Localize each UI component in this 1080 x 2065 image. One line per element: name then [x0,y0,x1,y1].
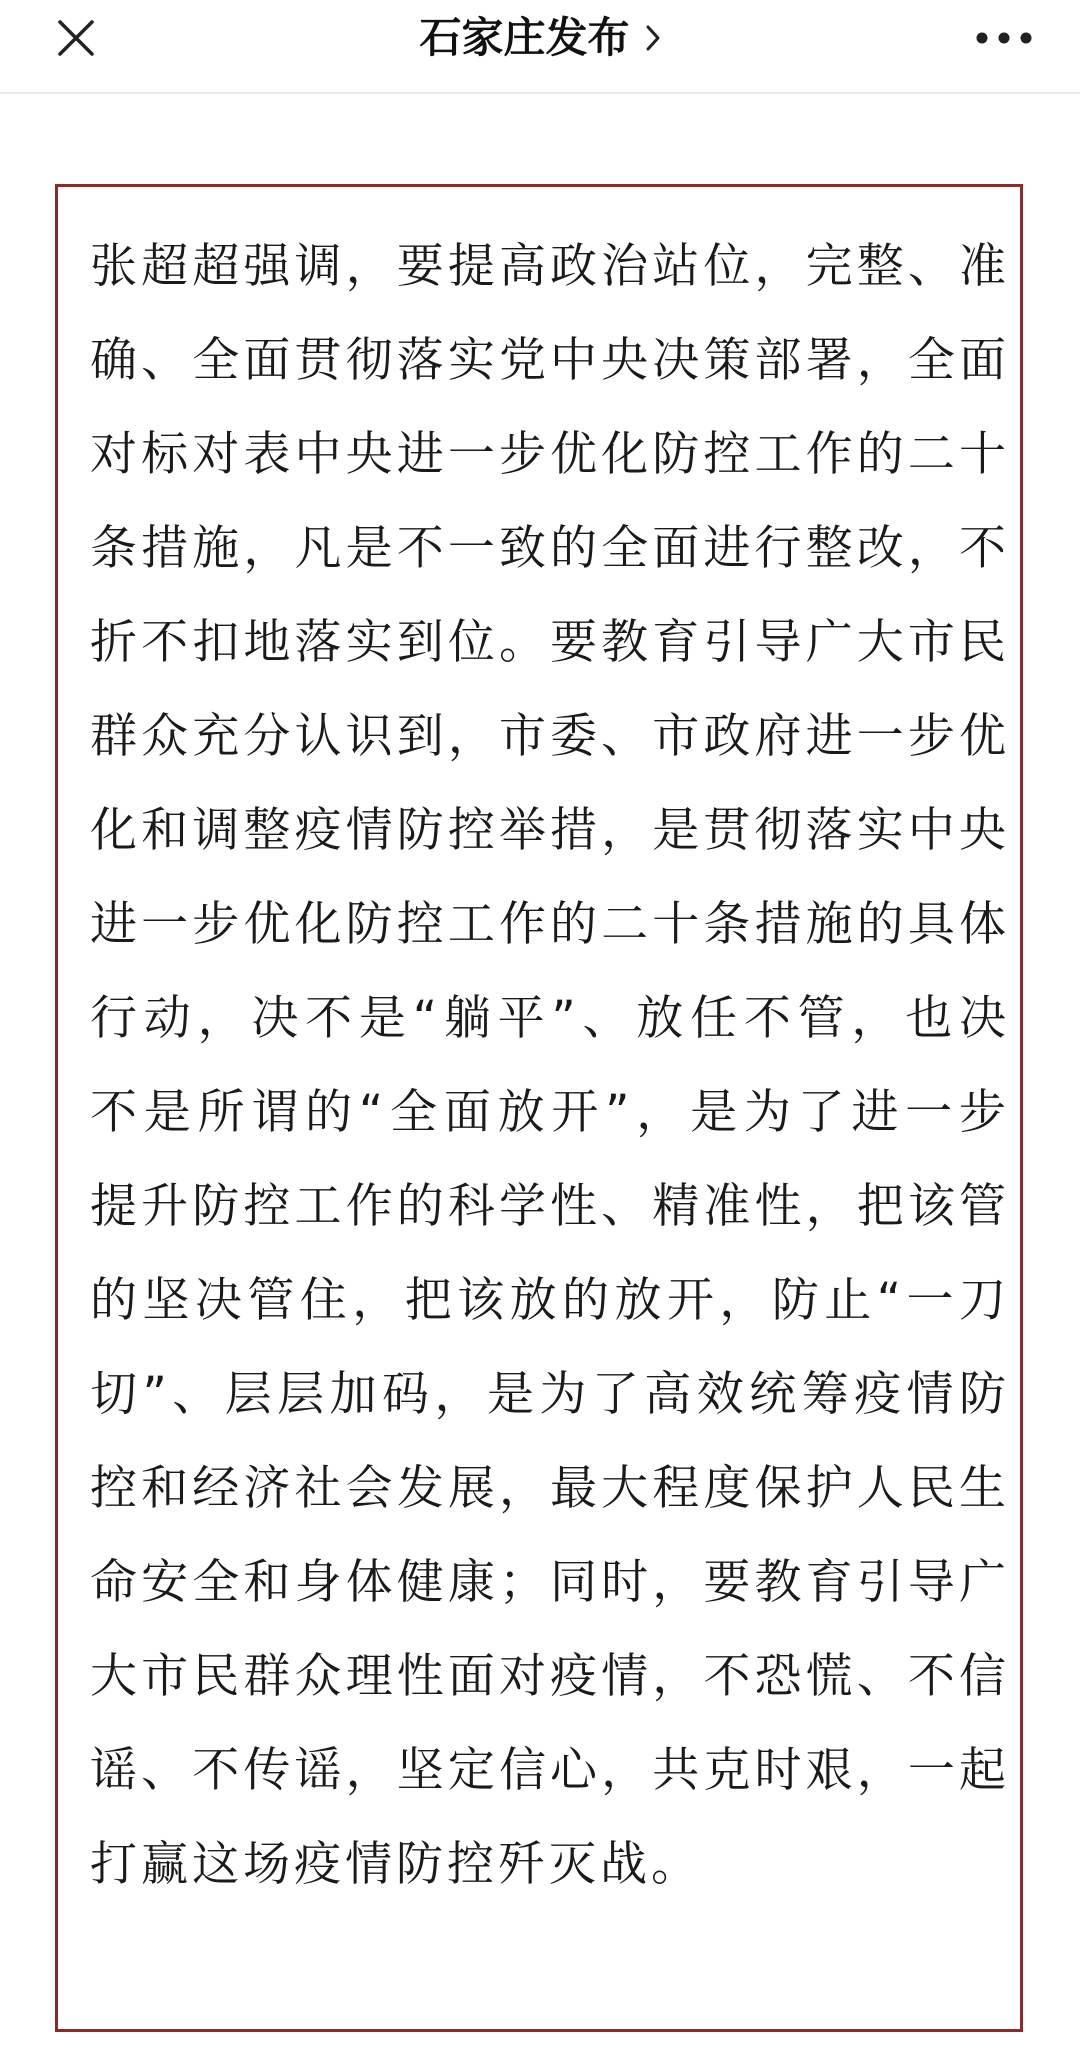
article-body-text: 张超超强调，要提高政治站位，完整、准确、全面贯彻落实党中央决策部署，全面对标对表中央进一步优化防控工作的二十条措施，凡是不一致的全面进行整改，不折不扣地落实到位。要教育引导广大市民群众充分认识到，市委、市政府进一步优化和调整疫情防控举措，是贯彻落实中央进一步优化防控工作的二十条措施的具体行动，决不是“躺平”、放任不管，也决不是所谓的“全面放开”，是为了进一步提升防控工作的科学性、精准性，把该管的坚决管住，把该放的放开，防止“一刀切”、层层加码，是为了高效统筹疫情防控和经济社会发展，最大程度保护人民生命安全和身体健康；同时，要教育引导广大市民群众理性面对疫情，不恐慌、不信谣、不传谣，坚定信心，共克时艰，一起打赢这场疫情防控歼灭战。 [90,239,1010,1892]
more-options-button[interactable] [968,10,1044,66]
chevron-right-icon [645,23,661,53]
more-horizontal-icon [974,30,1034,46]
top-nav-bar [0,0,1080,94]
close-icon [56,18,96,58]
account-title: 石家庄发布 [419,13,630,62]
close-button[interactable] [44,8,108,72]
account-title-link[interactable] [330,8,750,68]
